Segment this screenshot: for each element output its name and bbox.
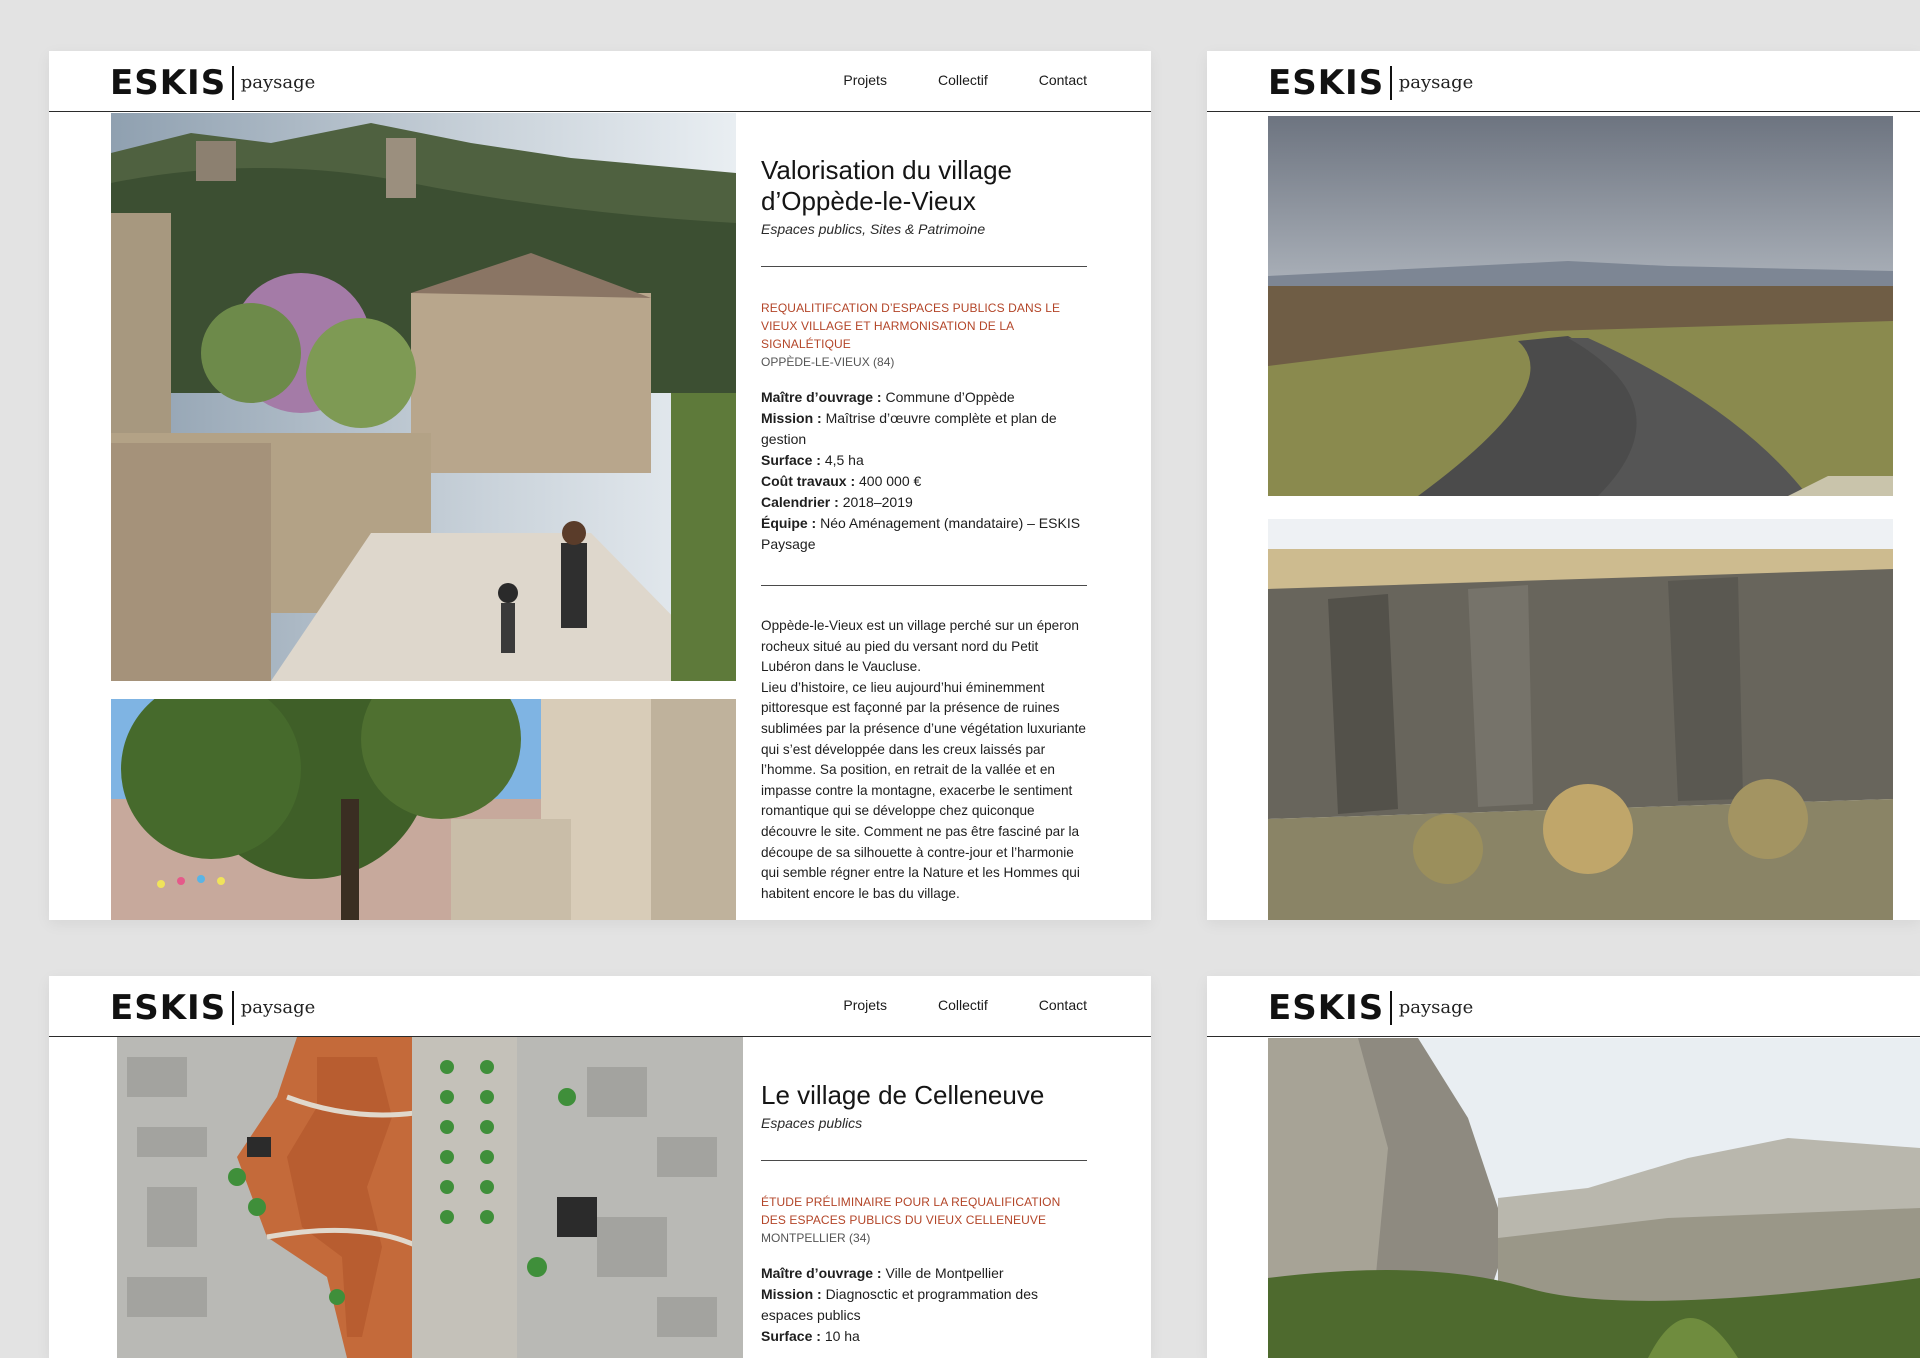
photo-limestone-gorge[interactable] xyxy=(1268,1038,1920,1358)
logo-subtitle: paysage xyxy=(240,72,316,93)
project-facts xyxy=(761,387,1087,555)
project-location: OPPÈDE-LE-VIEUX (84) xyxy=(761,355,895,369)
main-nav xyxy=(792,997,1087,1013)
main-nav xyxy=(792,72,1087,88)
aerial-map-celleneuve[interactable] xyxy=(117,1037,743,1358)
nav-projets[interactable]: Projets xyxy=(843,72,887,88)
project-page-celleneuve xyxy=(49,976,1151,1358)
project-location: MONTPELLIER (34) xyxy=(761,1231,871,1245)
logo-divider xyxy=(1390,991,1392,1025)
site-logo[interactable] xyxy=(1268,990,1473,1026)
project-page-oppede xyxy=(49,51,1151,920)
fact-row: Mission : Diagnosctic et programmation des espaces publics xyxy=(761,1286,1038,1323)
logo-divider xyxy=(1390,66,1392,100)
fact-row: Surface : 4,5 ha xyxy=(761,452,864,468)
village-street-image xyxy=(111,113,736,681)
project-description-2: Lieu d’histoire, ce lieu aujourd’hui éminemment pittoresque est façonné par la présence de ruines sublimées par la présence d’une végétation luxuriante qui s’est développée dans les creux laissés par l’homme. Sa position, en retrait de la vallée et en impasse contre la montagne, exacerbe le sentiment romantique qui se développe chez quiconque découvre le site. Comment ne pas être fasciné par la découpe de sa silhouette à contre-jour et l’harmonie qui semble régner entre la Nature et les Hommes qui habitent encore le bas du village. xyxy=(761,679,1086,901)
nav-collectif[interactable]: Collectif xyxy=(937,997,988,1013)
project-headline: ÉTUDE PRÉLIMINAIRE POUR LA REQUALIFICATION DES ESPACES PUBLICS DU VIEUX CELLENEUVE xyxy=(761,1195,1061,1227)
divider xyxy=(761,585,1087,586)
project-page-gallery-gorge xyxy=(1207,976,1920,1358)
site-header xyxy=(1207,976,1920,1037)
logo-subtitle: paysage xyxy=(1398,72,1474,93)
logo-wordmark: ESKIS xyxy=(1268,63,1385,103)
fact-row: Maître d’ouvrage : Ville de Montpellier xyxy=(761,1265,1004,1281)
nav-contact[interactable]: Contact xyxy=(1038,997,1087,1013)
site-logo[interactable] xyxy=(1268,65,1473,101)
photo-oppede-square[interactable] xyxy=(111,699,736,920)
site-header xyxy=(1207,51,1920,112)
nav-projets[interactable]: Projets xyxy=(843,997,887,1013)
nav-contact[interactable]: Contact xyxy=(1038,72,1087,88)
project-title-line1: Valorisation du village xyxy=(761,155,1012,185)
project-info xyxy=(761,1037,1087,1347)
country-road-image xyxy=(1268,116,1893,496)
photo-dry-stone-wall[interactable] xyxy=(1268,519,1893,920)
logo-divider xyxy=(232,66,234,100)
logo-wordmark: ESKIS xyxy=(110,988,227,1028)
logo-subtitle: paysage xyxy=(240,997,316,1018)
limestone-gorge-image xyxy=(1268,1038,1920,1358)
logo-wordmark: ESKIS xyxy=(1268,988,1385,1028)
project-category: Espaces publics xyxy=(761,1115,863,1131)
site-header xyxy=(49,51,1151,112)
site-logo[interactable] xyxy=(110,65,315,101)
divider xyxy=(761,266,1087,267)
project-facts xyxy=(761,1263,1087,1347)
fact-row: Maître d’ouvrage : Commune d’Oppède xyxy=(761,389,1015,405)
village-square-image xyxy=(111,699,736,920)
logo-subtitle: paysage xyxy=(1398,997,1474,1018)
site-header xyxy=(49,976,1151,1037)
fact-row: Équipe : Néo Aménagement (mandataire) – ESKIS Paysage xyxy=(761,515,1081,552)
project-page-gallery-roads xyxy=(1207,51,1920,920)
fact-row: Surface : 10 ha xyxy=(761,1328,860,1344)
dry-stone-wall-image xyxy=(1268,519,1893,920)
fact-row: Mission : Maîtrise d’œuvre complète et plan de gestion xyxy=(761,410,1057,447)
project-category: Espaces publics, Sites & Patrimoine xyxy=(761,221,986,237)
divider xyxy=(761,1160,1087,1161)
site-logo[interactable] xyxy=(110,990,315,1026)
project-title-line2: d’Oppède-le-Vieux xyxy=(761,186,976,216)
aerial-plan-image xyxy=(117,1037,743,1358)
logo-divider xyxy=(232,991,234,1025)
photo-country-road[interactable] xyxy=(1268,116,1893,496)
fact-row: Calendrier : 2018–2019 xyxy=(761,494,913,510)
project-title: Le village de Celleneuve xyxy=(761,1080,1045,1110)
logo-wordmark: ESKIS xyxy=(110,63,227,103)
photo-oppede-street[interactable] xyxy=(111,113,736,681)
project-headline: REQUALITIFCATION D’ESPACES PUBLICS DANS LE VIEUX VILLAGE ET HARMONISATION DE LA SIGNALÉTIQUE xyxy=(761,301,1061,351)
project-info xyxy=(761,112,1087,904)
nav-collectif[interactable]: Collectif xyxy=(937,72,988,88)
project-description-1: Oppède-le-Vieux est un village perché sur un éperon rocheux situé au pied du versant nord du Petit Lubéron dans le Vaucluse. xyxy=(761,618,1079,675)
fact-row: Coût travaux : 400 000 € xyxy=(761,473,922,489)
